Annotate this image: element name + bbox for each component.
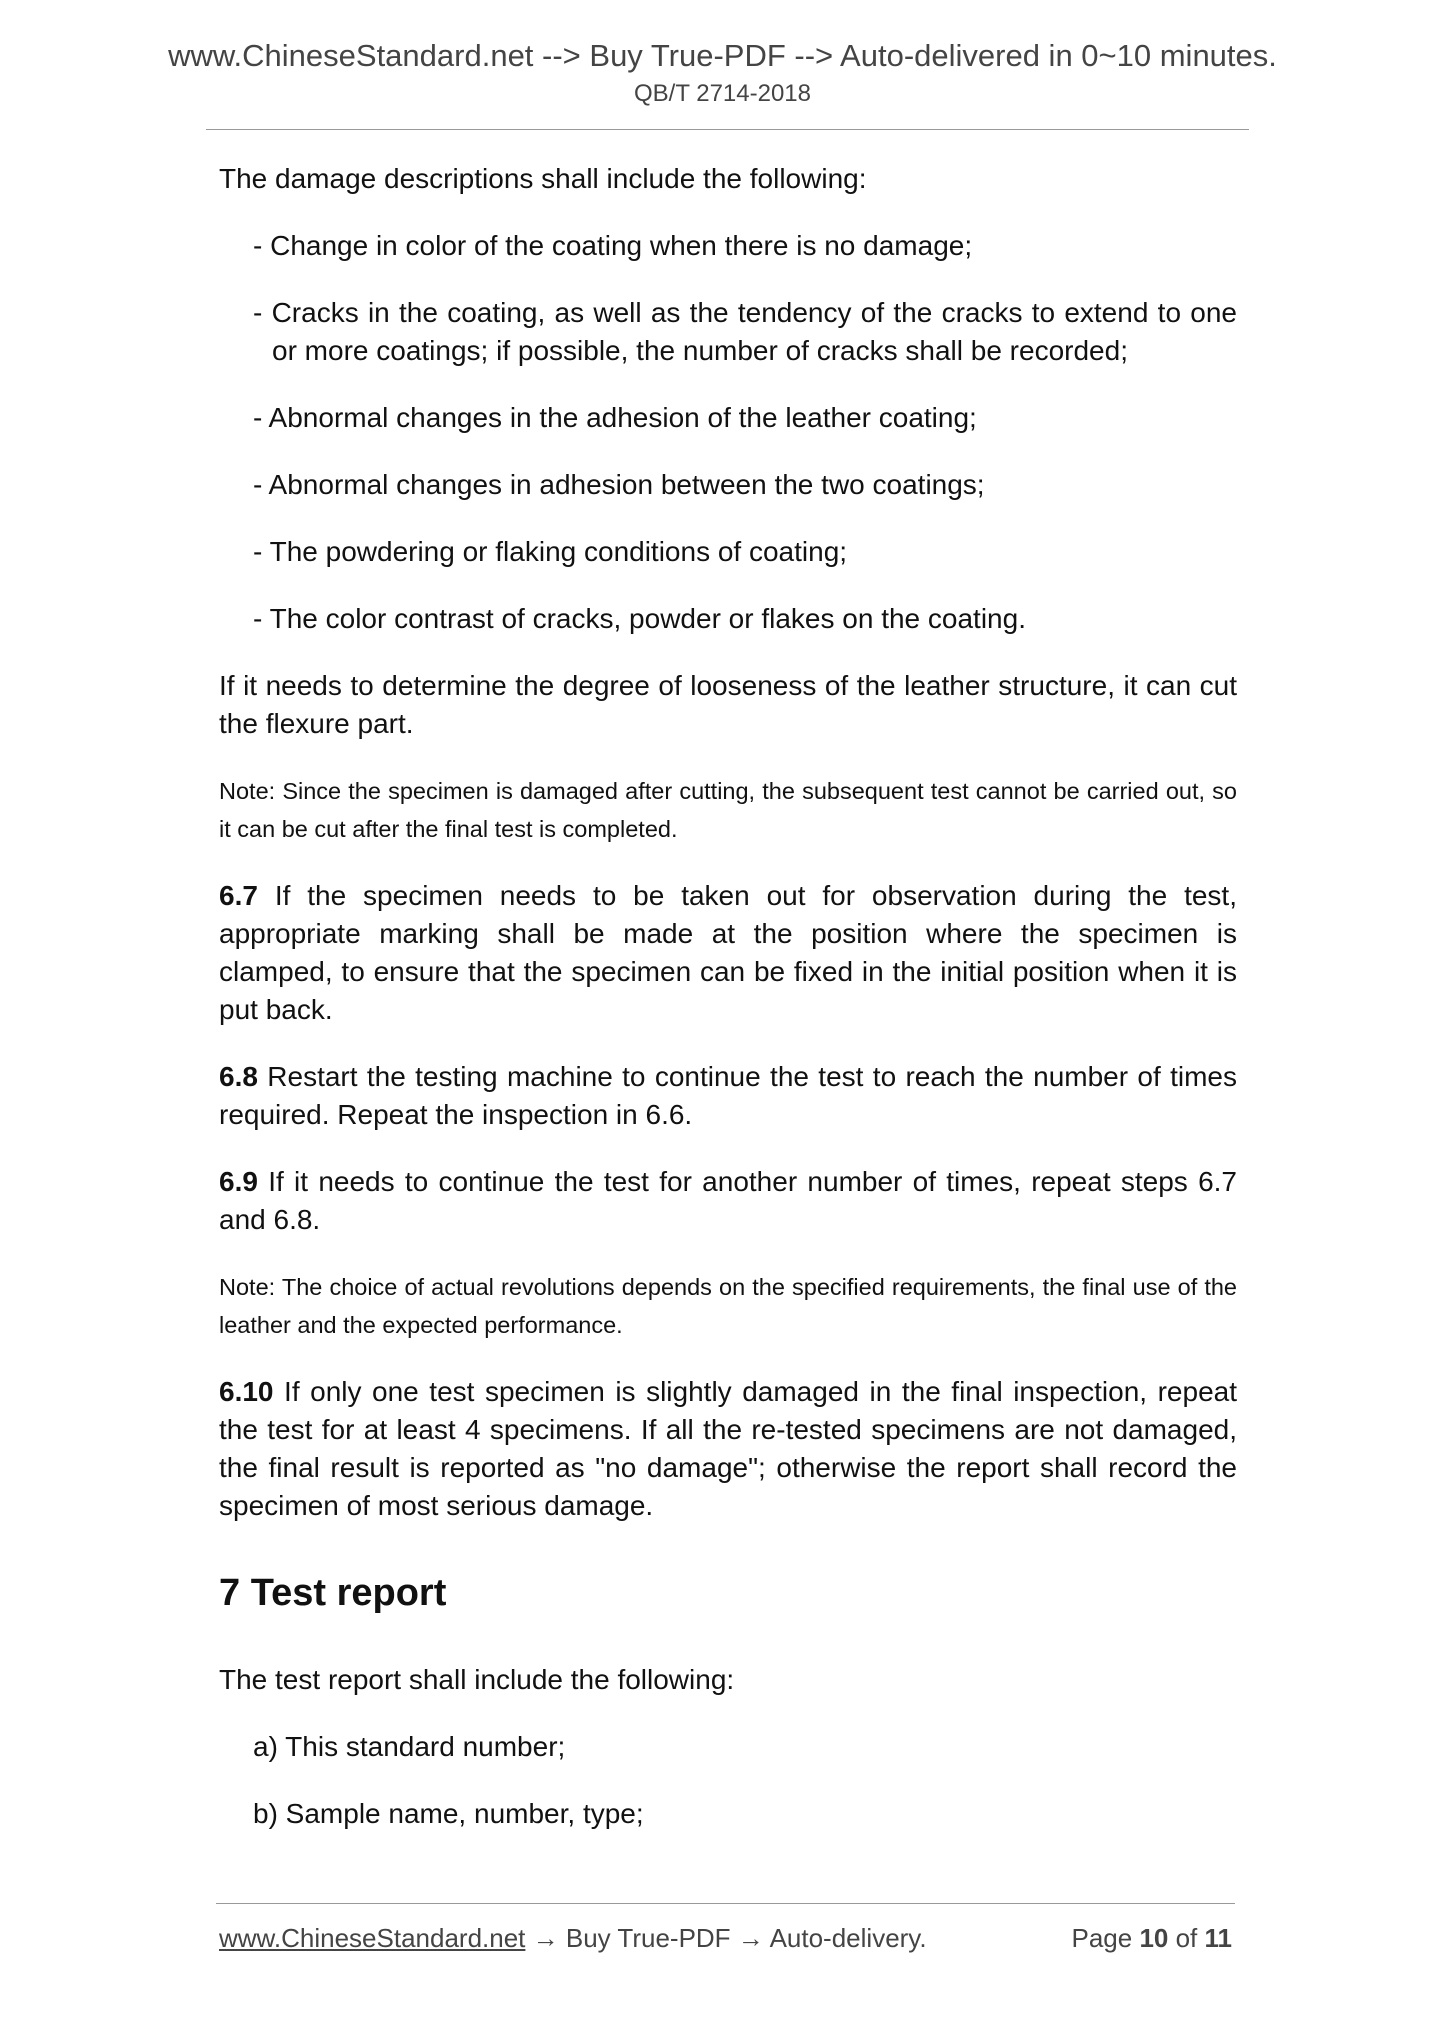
page-number: 10 — [1139, 1923, 1169, 1953]
clause-6-9 — [219, 1163, 1237, 1239]
clause-6-10 — [219, 1373, 1237, 1525]
clause-6-7 — [219, 877, 1237, 1029]
clause-number: 6.9 — [219, 1166, 258, 1197]
clause-6-8 — [219, 1058, 1237, 1134]
page-indicator — [1071, 1923, 1232, 1954]
damage-item: - Change in color of the coating when there is no damage; — [253, 230, 973, 261]
footer-tagline: → Buy True-PDF → Auto-delivery. — [525, 1923, 927, 1953]
damage-item: - The color contrast of cracks, powder or flakes on the coating. — [253, 603, 1026, 634]
clause-text: Restart the testing machine to continue the test to reach the number of times required. Repeat the inspection in 6.6. — [219, 1061, 1237, 1130]
report-item: a) This standard number; — [253, 1731, 566, 1762]
section-heading-test-report: 7 Test report — [219, 1572, 447, 1614]
clause-text: If it needs to continue the test for another number of times, repeat steps 6.7 and 6.8. — [219, 1166, 1237, 1235]
clause-number: 6.7 — [219, 880, 258, 911]
header-divider — [206, 129, 1249, 130]
damage-item: - Abnormal changes in the adhesion of the leather coating; — [253, 402, 977, 433]
page-total: 11 — [1204, 1923, 1232, 1953]
clause-text: If the specimen needs to be taken out for observation during the test, appropriate marking shall be made at the position where the specimen is clamped, to ensure that the specimen can be fixed in the initial position when it is put back. — [219, 880, 1237, 1025]
clause-number: 6.10 — [219, 1376, 274, 1407]
clause-text: If only one test specimen is slightly damaged in the final inspection, repeat the test for at least 4 specimens. If all the re-tested specimens are not damaged, the final result is reported as "no damage"; otherwise the report shall record the specimen of most serious damage. — [219, 1376, 1237, 1521]
of-label: of — [1168, 1923, 1205, 1953]
damage-item: - The powdering or flaking conditions of coating; — [253, 536, 848, 567]
looseness-paragraph: If it needs to determine the degree of looseness of the leather structure, it can cut the flexure part. — [219, 670, 1237, 739]
page-footer — [219, 1923, 1232, 1954]
site-banner[interactable]: www.ChineseStandard.net --> Buy True-PDF --> Auto-delivered in 0~10 minutes. — [168, 38, 1277, 73]
damage-item: - Abnormal changes in adhesion between the two coatings; — [253, 469, 985, 500]
report-item: b) Sample name, number, type; — [253, 1798, 644, 1829]
document-body — [219, 160, 1237, 1833]
clause-number: 6.8 — [219, 1061, 258, 1092]
note-revolutions: Note: The choice of actual revolutions depends on the specified requirements, the final use of the leather and the expected performance. — [219, 1274, 1237, 1338]
footer-divider — [216, 1903, 1235, 1904]
standard-number: QB/T 2714-2018 — [633, 80, 811, 107]
damage-intro: The damage descriptions shall include the following: — [219, 163, 867, 194]
damage-item: - Cracks in the coating, as well as the tendency of the cracks to extend to one or more coatings; if possible, the number of cracks shall be recorded; — [253, 297, 1237, 366]
note-cutting: Note: Since the specimen is damaged after cutting, the subsequent test cannot be carried out, so it can be cut after the final test is completed. — [219, 778, 1237, 842]
footer-site-link[interactable]: www.ChineseStandard.net — [219, 1923, 526, 1953]
page-label: Page — [1071, 1923, 1140, 1953]
report-intro: The test report shall include the following: — [219, 1664, 735, 1695]
